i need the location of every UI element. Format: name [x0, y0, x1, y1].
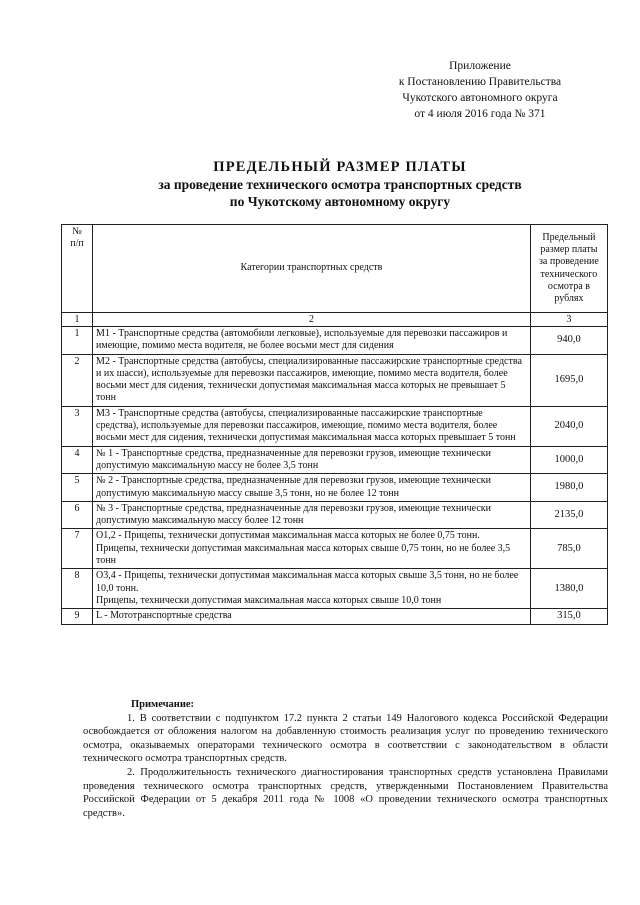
row-number: 3 — [62, 406, 93, 446]
row-number: 8 — [62, 569, 93, 609]
row-category: L - Мототранспортные средства — [93, 609, 531, 624]
table-row — [62, 529, 608, 569]
appendix-line: Приложение — [449, 60, 511, 72]
row-category: О1,2 - Прицепы, технически допустимая максимальная масса которых не более 0,75 тонн. Прицепы, технически допустимая максимальная масса которых свыше 0,75 тонн, но не более 3,5 тонн — [93, 529, 531, 569]
appendix-header — [352, 58, 608, 122]
document-title — [60, 158, 620, 210]
header-category: Категории транспортных средств — [93, 225, 531, 313]
row-number: 9 — [62, 609, 93, 624]
header-num: № п/п — [62, 225, 93, 313]
row-fee: 1980,0 — [530, 474, 607, 502]
row-number: 2 — [62, 354, 93, 406]
table-row — [62, 501, 608, 529]
row-category: № 2 - Транспортные средства, предназначенные для перевозки грузов, имеющие технически допустимую максимальную массу свыше 3,5 тонн, но не более 12 тонн — [93, 474, 531, 502]
row-fee: 2040,0 — [530, 406, 607, 446]
table-row — [62, 327, 608, 355]
row-fee: 2135,0 — [530, 501, 607, 529]
row-fee: 785,0 — [530, 529, 607, 569]
table-row — [62, 446, 608, 474]
row-category: № 3 - Транспортные средства, предназначенные для перевозки грузов, имеющие технически допустимую максимальную массу более 12 тонн — [93, 501, 531, 529]
title-main: ПРЕДЕЛЬНЫЙ РАЗМЕР ПЛАТЫ — [213, 159, 467, 175]
row-number: 6 — [62, 501, 93, 529]
table-row — [62, 569, 608, 609]
row-category: М2 - Транспортные средства (автобусы, специализированные пассажирские транспортные средства и их шасси), используемые для перевозки пассажиров, имеющие, помимо места водителя, более восьми мест для сидения, технически допустимая максимальная масса которых не превышает 5 тонн — [93, 354, 531, 406]
row-fee: 315,0 — [530, 609, 607, 624]
row-fee: 1000,0 — [530, 446, 607, 474]
table-row — [62, 406, 608, 446]
row-fee: 1695,0 — [530, 354, 607, 406]
table-header-row — [62, 225, 608, 313]
table-row — [62, 474, 608, 502]
appendix-line: от 4 июля 2016 года № 371 — [414, 108, 546, 120]
row-number: 4 — [62, 446, 93, 474]
note-heading: Примечание: — [131, 699, 195, 710]
row-fee: 940,0 — [530, 327, 607, 355]
table-row — [62, 609, 608, 624]
table-row — [62, 354, 608, 406]
fee-table — [61, 224, 608, 625]
row-number: 5 — [62, 474, 93, 502]
row-category: М1 - Транспортные средства (автомобили легковые), используемые для перевозки пассажиров и имеющие, помимо места водителя, не более восьми мест для сидения — [93, 327, 531, 355]
column-number: 3 — [530, 313, 607, 327]
note-item: 1. В соответствии с подпунктом 17.2 пункта 2 статьи 149 Налогового кодекса Российской Федерации освобождается от обложения налогом на добавленную стоимость реализация услуг по проведению технического осмотра, оказываемых операторами технического осмотра в соответствии с законодательством в области технического осмотра транспортных средств. — [83, 712, 608, 765]
note-item: 2. Продолжительность технического диагностирования транспортных средств установлена Правилами проведения технического осмотра транспортных средств, утвержденными Постановлением Правительства Российской Федерации от 5 декабря 2011 года № 1008 «О проведении технического осмотра транспортных средств». — [83, 766, 608, 819]
note-section — [83, 698, 608, 820]
header-fee: Предельный размер платы за проведение технического осмотра в рублях — [530, 225, 607, 313]
row-number: 7 — [62, 529, 93, 569]
row-fee: 1380,0 — [530, 569, 607, 609]
row-category: № 1 - Транспортные средства, предназначенные для перевозки грузов, имеющие технически допустимую максимальную массу не более 3,5 тонн — [93, 446, 531, 474]
column-number-row — [62, 313, 608, 327]
appendix-line: к Постановлению Правительства — [398, 76, 562, 88]
column-number: 1 — [62, 313, 93, 327]
row-category: О3,4 - Прицепы, технически допустимая максимальная масса которых свыше 3,5 тонн, но не более 10,0 тонн. Прицепы, технически допустимая максимальная масса которых свыше 10,0 тонн — [93, 569, 531, 609]
row-category: М3 - Транспортные средства (автобусы, специализированные пассажирские транспортные средства), используемые для перевозки пассажиров, имеющие, помимо места водителя, более восьми мест для сидения, технически допустимая максимальная масса которых превышает 5 тонн — [93, 406, 531, 446]
appendix-line: Чукотского автономного округа — [402, 92, 558, 104]
title-subtitle-1: за проведение технического осмотра транспортных средств — [158, 177, 522, 192]
column-number: 2 — [93, 313, 531, 327]
row-number: 1 — [62, 327, 93, 355]
title-subtitle-2: по Чукотскому автономному округу — [229, 194, 451, 209]
